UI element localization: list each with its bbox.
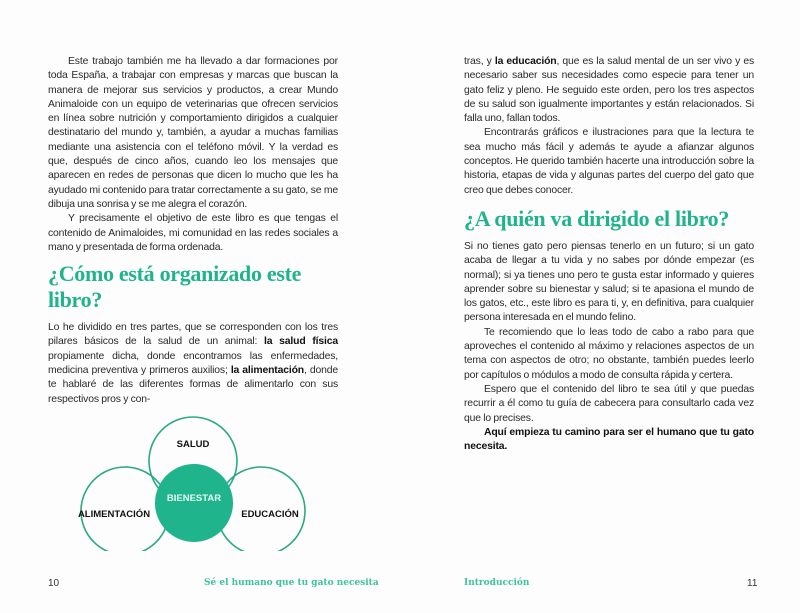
paragraph: Este trabajo también me ha llevado a dar formaciones por toda España, a trabajar con empresas y marcas que buscan la manera de mejorar sus servicios y productos, a crear Mundo Animaloide con un equipo de veterinarias que ofrecen servicios en línea sobre nutrición y comportamiento dirigidos a cualquier destinatario del mundo y, también, a ayudar a muchas familias mediante una asistencia con el teléfono móvil. Y la verdad es que, después de cinco años, cuando leo los mensajes que aparecen en redes de personas que dicen lo mucho que les ha ayudado mi contenido para tratar correctamente a su gato, se me dibuja una sonrisa y se me alegra el corazón. — [48, 56, 338, 210]
running-title: Introducción — [464, 578, 530, 588]
text: Lo he dividido en tres partes, que se corresponden con los tres pilares básicos de la salud de un animal: — [48, 322, 338, 348]
bold-text: la salud física — [264, 336, 339, 348]
bold-text: la educación — [494, 56, 557, 67]
left-page-content — [48, 55, 338, 551]
right-body-top — [464, 55, 754, 198]
paragraph: Te recomiendo que lo leas todo de cabo a rabo para que aproveches el contenido al máximo y relaciones aspectos de un tema con aspectos de otro; no obstante, también puedes leerlo por capítulos o módulos a modo de consulta rápida y certera. — [464, 326, 754, 381]
paragraph — [48, 321, 338, 407]
page-number: 10 — [48, 578, 60, 589]
label-educacion: EDUCACIÓN — [241, 508, 299, 520]
right-body-bottom — [464, 240, 754, 454]
running-title: Sé el humano que tu gato necesita — [204, 578, 379, 588]
left-body-bottom — [48, 321, 338, 407]
section-heading: ¿A quién va dirigido el libro? — [464, 205, 730, 231]
bold-text: Aquí empieza tu camino para ser el humano que tu gato necesita. — [464, 426, 754, 453]
paragraph — [464, 55, 754, 126]
text: , donde te hablaré de las diferentes formas de alimentarlo con sus respectivos pros y con- — [48, 365, 339, 405]
paragraph: Y precisamente el objetivo de este libro es que tengas el contenido de Animaloides, mi comunidad en las redes sociales a mano y presentada de forma ordenada. — [48, 213, 338, 253]
paragraph — [464, 426, 754, 455]
right-page — [400, 0, 800, 613]
right-page-content — [464, 55, 754, 454]
left-body-top — [48, 55, 338, 255]
paragraph: Espero que el contenido del libro te sea útil y que puedas recurrir a él como tu guía de cabecera para consultarlo cada vez que lo precises. — [464, 383, 754, 424]
text: tras, y — [464, 56, 495, 67]
bold-text: la alimentación — [230, 365, 305, 377]
label-salud: SALUD — [176, 438, 210, 450]
section-heading: ¿Cómo está organizado este libro? — [48, 261, 302, 313]
label-bienestar: BIENESTAR — [166, 492, 222, 504]
label-alimentacion: ALIMENTACIÓN — [77, 508, 151, 520]
paragraph: Si no tienes gato pero piensas tenerlo en un futuro; si un gato acaba de llegar a tu vida y no sabes por dónde empezar (es normal); si ya tienes uno pero te gusta estar informado y quieres aprender sobre su bienestar y salud; si te apasiona el mundo de los gatos, etc., este libro es para ti, y, en definitiva, para cualquier persona interesada en el mundo felino. — [464, 240, 754, 324]
wellbeing-diagram — [0, 411, 400, 551]
text: , que es la salud mental de un ser vivo y es necesario saber sus necesidades como especie para tener un gato feliz y pleno. He seguido este orden, pero los tres aspectos de su salud son igualmente importantes y están relacionados. Si falla uno, fallan todos. — [464, 56, 755, 125]
text: propiamente dicha, donde encontramos las enfermedades, medicina preventiva y primeros auxilios; — [48, 350, 338, 377]
paragraph: Encontrarás gráficos e ilustraciones para que la lectura te sea mucho más fácil y además te ayude a afianzar algunos conceptos. He querido también hacerte una introducción sobre la historia, etapas de vida y algunas partes del cuerpo del gato que creo que debes conocer. — [464, 127, 754, 196]
page-number: 11 — [747, 578, 758, 589]
